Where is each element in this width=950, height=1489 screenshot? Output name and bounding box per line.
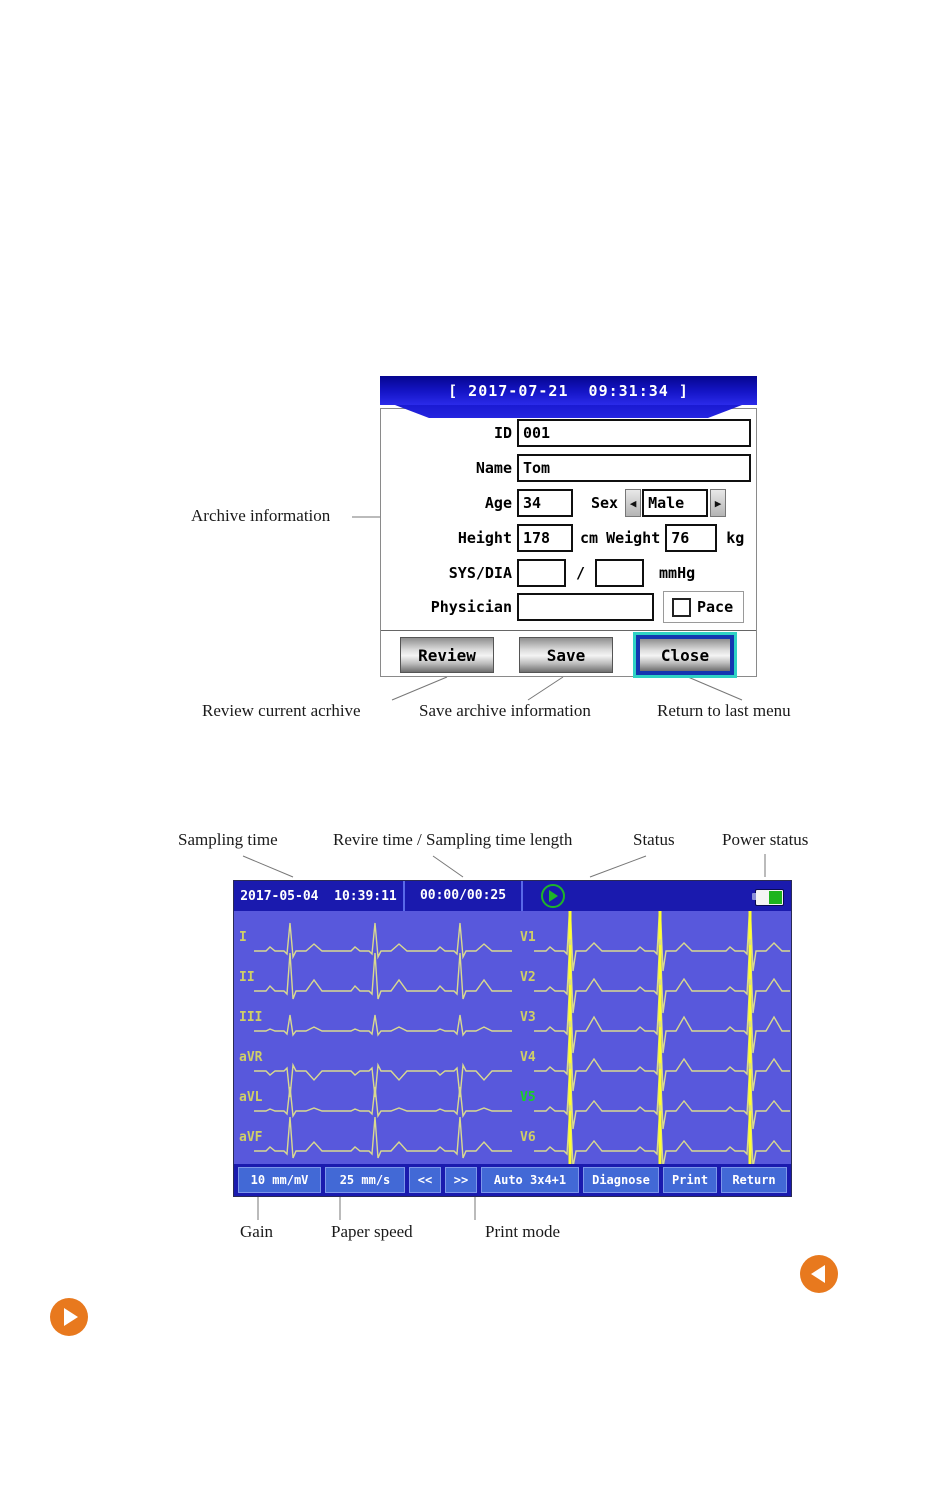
sex-next-arrow-icon[interactable]: ▶ (710, 489, 726, 517)
print-button[interactable]: Print (663, 1167, 717, 1193)
sys-field[interactable] (517, 559, 566, 587)
page-next-button[interactable]: >> (445, 1167, 477, 1193)
lead-label-III: III (239, 1010, 263, 1025)
leader-line (528, 677, 563, 700)
sampling-time-value: 2017-05-04 10:39:11 (240, 888, 397, 904)
dialog-title-bar: [ 2017-07-21 09:31:34 ] (380, 376, 757, 405)
diagnose-button[interactable]: Diagnose (583, 1167, 659, 1193)
ecg-waveform-area (234, 911, 791, 1164)
time-counter-value: 00:00/00:25 (403, 881, 523, 911)
print-mode-button[interactable]: Auto 3x4+1 (481, 1167, 579, 1193)
id-label: ID (493, 424, 512, 442)
ecg-header-bar (234, 881, 791, 911)
ecg-wave-I (254, 923, 512, 957)
back-arrow-icon (811, 1265, 825, 1283)
sex-field[interactable]: Male (642, 489, 708, 517)
annotation-status: Status (633, 830, 675, 849)
lead-label-V4: V4 (520, 1050, 536, 1065)
leader-line (392, 677, 447, 700)
gain-button[interactable]: 10 mm/mV (238, 1167, 321, 1193)
close-button[interactable]: Close (640, 639, 730, 671)
annotation-revire-time: Revire time / Sampling time length (333, 830, 573, 849)
page-prev-button[interactable]: << (409, 1167, 441, 1193)
paper-speed-button[interactable]: 25 mm/s (325, 1167, 405, 1193)
lead-label-V6: V6 (520, 1130, 536, 1145)
save-button[interactable]: Save (519, 637, 613, 673)
id-field[interactable]: 001 (517, 419, 751, 447)
name-label: Name (475, 459, 512, 477)
ecg-wave-III (254, 1015, 512, 1035)
annotation-print-mode: Print mode (485, 1222, 561, 1241)
annotation-save: Save archive information (419, 701, 591, 720)
weight-field[interactable]: 76 (665, 524, 717, 552)
dia-field[interactable] (595, 559, 644, 587)
lead-label-II: II (239, 970, 255, 985)
dialog-separator (381, 630, 756, 631)
age-label: Age (484, 494, 512, 512)
physician-field[interactable] (517, 593, 654, 621)
ecg-wave-II (254, 953, 512, 999)
leader-line (590, 856, 646, 877)
annotation-gain: Gain (240, 1222, 274, 1241)
close-button-border (636, 635, 734, 675)
lead-label-I: I (239, 930, 247, 945)
leader-line (243, 856, 293, 877)
age-field[interactable]: 34 (517, 489, 573, 517)
lead-label-V3: V3 (520, 1010, 536, 1025)
physician-label: Physician (430, 598, 512, 616)
battery-level (769, 891, 782, 904)
weight-label: Weight (606, 529, 661, 547)
sysdia-label: SYS/DIA (448, 564, 512, 582)
close-button-ring (633, 632, 737, 678)
lead-label-V5: V5 (520, 1090, 536, 1105)
height-unit: cm (580, 529, 599, 547)
annotation-review: Review current acrhive (202, 701, 361, 720)
annotation-archive-information: Archive information (191, 506, 331, 525)
ecg-waveforms (234, 911, 791, 1164)
sysdia-separator: / (576, 564, 586, 582)
sex-prev-arrow-icon[interactable]: ◀ (625, 489, 641, 517)
back-arrow-button[interactable] (800, 1255, 838, 1293)
ecg-wave-aVL (254, 1087, 512, 1116)
ecg-toolbar (234, 1164, 791, 1196)
height-field[interactable]: 178 (517, 524, 573, 552)
pace-label: Pace (697, 598, 734, 616)
height-label: Height (457, 529, 512, 547)
sysdia-unit: mmHg (659, 564, 696, 582)
ecg-wave-aVR (254, 1065, 512, 1097)
review-button[interactable]: Review (400, 637, 494, 673)
lead-label-aVL: aVL (239, 1090, 263, 1105)
weight-unit: kg (726, 529, 745, 547)
ecg-wave-aVF (254, 1117, 512, 1158)
annotation-sampling-time: Sampling time (178, 830, 278, 849)
leader-line (433, 856, 463, 877)
dialog-title-tab (395, 405, 742, 418)
annotation-power-status: Power status (722, 830, 809, 849)
lead-label-aVF: aVF (239, 1130, 263, 1145)
name-field[interactable]: Tom (517, 454, 751, 482)
play-icon (541, 884, 565, 908)
archive-dialog (380, 376, 757, 677)
annotation-paper-speed: Paper speed (331, 1222, 413, 1241)
next-arrow-button[interactable] (50, 1298, 88, 1336)
battery-icon (755, 889, 784, 906)
sex-label: Sex (591, 494, 619, 512)
ecg-screen (233, 880, 792, 1197)
next-arrow-icon (64, 1308, 78, 1326)
leader-line (688, 677, 742, 700)
return-button[interactable]: Return (721, 1167, 787, 1193)
lead-label-V2: V2 (520, 970, 536, 985)
pace-checkbox[interactable] (672, 598, 691, 617)
annotation-close: Return to last menu (657, 701, 791, 720)
lead-label-V1: V1 (520, 930, 536, 945)
lead-label-aVR: aVR (239, 1050, 263, 1065)
pace-group (663, 591, 744, 623)
